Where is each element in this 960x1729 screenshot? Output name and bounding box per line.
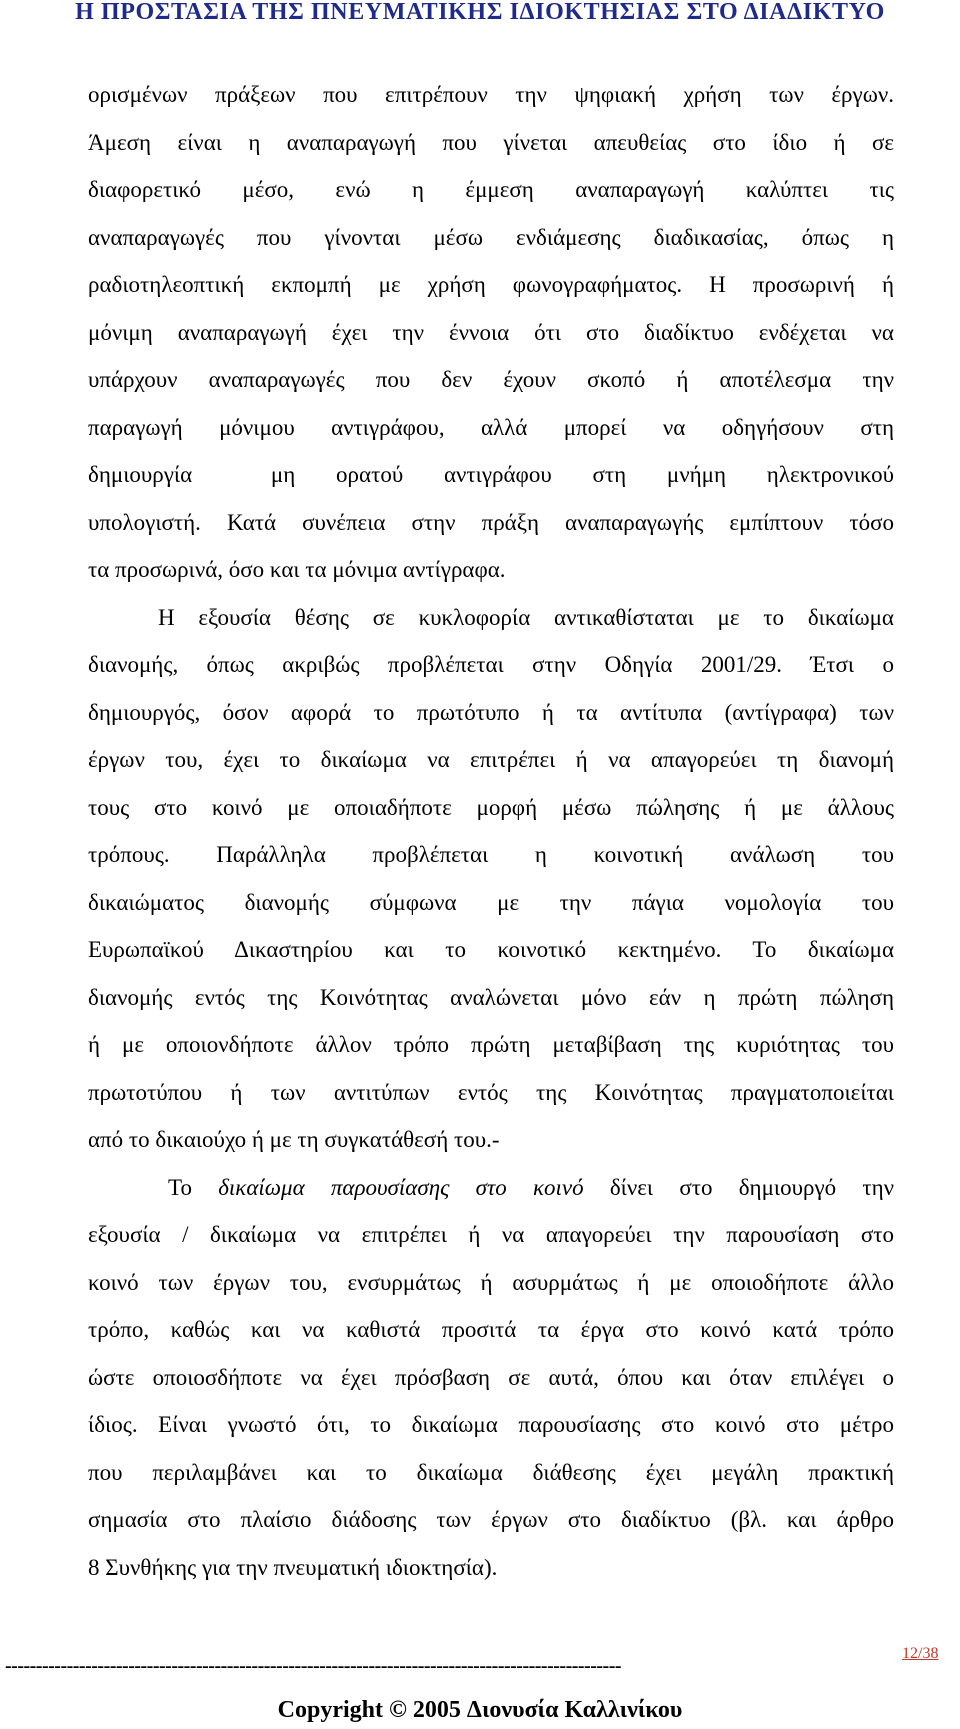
text-fragment: μη ορατού αντιγράφου στη μνήμη ηλεκτρονικού xyxy=(270,462,894,487)
text-line: τα προσωρινά, όσο και τα μόνιμα αντίγραφα. xyxy=(88,557,506,582)
text-line: ή με οποιονδήποτε άλλον τρόπο πρώτη μεταβίβαση της κυριότητας του xyxy=(88,1032,894,1057)
text-line: δημιουργός, όσον αφορά το πρωτότυπο ή τα αντίτυπα (αντίγραφα) των xyxy=(88,699,894,725)
text-line: διαφορετικό μέσο, ενώ η έμμεση αναπαραγωγή καλύπτει τις xyxy=(88,177,894,202)
text-line: τρόπο, καθώς και να καθιστά προσιτά τα έργα στο κοινό κατά τρόπο xyxy=(88,1317,894,1342)
text-line: που περιλαμβάνει και το δικαίωμα διάθεσης έχει μεγάλη πρακτική xyxy=(88,1459,894,1485)
text-line: διανομής, όπως ακριβώς προβλέπεται στην Οδηγία 2001/29. Έτσι ο xyxy=(88,652,894,677)
text-line: πρωτοτύπου ή των αντιτύπων εντός της Κοινότητας πραγματοποιείται xyxy=(88,1079,894,1105)
page-number: 12/38 xyxy=(902,1645,939,1662)
text-line: σημασία στο πλαίσιο διάδοσης των έργων στο διαδίκτυο (βλ. και άρθρο xyxy=(88,1507,894,1532)
footer-divider: ---------------------------------------------------------------------------------------------------- xyxy=(5,1660,622,1672)
text-line: εξουσία / δικαίωμα να επιτρέπει ή να απαγορεύει την παρουσίαση στο xyxy=(88,1222,894,1247)
text-line: μόνιμη αναπαραγωγή έχει την έννοια ότι στο διαδίκτυο ενδέχεται να xyxy=(88,319,894,345)
text-line: από το δικαιούχο ή με τη συγκατάθεσή του.- xyxy=(88,1127,500,1152)
text-line: αναπαραγωγές που γίνονται μέσω ενδιάμεσης διαδικασίας, όπως η xyxy=(88,224,894,250)
text-line: Η εξουσία θέσης σε κυκλοφορία αντικαθίσταται με το δικαίωμα xyxy=(158,604,894,630)
text-line xyxy=(88,1164,894,1212)
italic-term: δικαίωμα παρουσίασης στο κοινό xyxy=(218,1174,584,1200)
text-line: τους στο κοινό με οποιαδήποτε μορφή μέσω πώλησης ή με άλλους xyxy=(88,794,894,820)
text-line: Άμεση είναι η αναπαραγωγή που γίνεται απευθείας στο ίδιο ή σε xyxy=(88,129,894,155)
text-line: Ευρωπαϊκού Δικαστηρίου και το κοινοτικό κεκτημένο. Το δικαίωμα xyxy=(88,937,894,962)
running-header xyxy=(0,0,960,24)
text-line: έργων του, έχει το δικαίωμα να επιτρέπει ή να απαγορεύει τη διανομή xyxy=(88,747,894,772)
copyright-notice: Copyright © 2005 Διονυσία Καλλινίκου xyxy=(277,1697,683,1723)
text-line: παραγωγή μόνιμου αντιγράφου, αλλά μπορεί να οδηγήσουν στη xyxy=(88,414,894,440)
text-line: υπάρχουν αναπαραγωγές που δεν έχουν σκοπό ή αποτέλεσμα την xyxy=(88,367,894,392)
document-body xyxy=(88,71,894,1591)
text-fragment: δίνει στο δημιουργό την xyxy=(609,1174,895,1200)
text-line: διανομής εντός της Κοινότητας αναλώνεται μόνο εάν η πρώτη πώληση xyxy=(88,984,894,1010)
text-line: ίδιος. Είναι γνωστό ότι, το δικαίωμα παρουσίασης στο κοινό στο μέτρο xyxy=(88,1412,894,1437)
text-line: 8 Συνθήκης για την πνευματική ιδιοκτησία). xyxy=(88,1554,498,1580)
text-line: δικαιώματος διανομής σύμφωνα με την πάγια νομολογία του xyxy=(88,889,894,915)
text-fragment: δημιουργία xyxy=(88,462,193,487)
running-header-title: Η ΠΡΟΣΤΑΣΙΑ ΤΗΣ ΠΝΕΥΜΑΤΙΚΗΣ ΙΔΙΟΚΤΗΣΙΑΣ ΣΤΟ ΔΙΑΔΙΚΤΥΟ xyxy=(75,0,885,24)
text-line xyxy=(88,451,894,499)
text-line: υπολογιστή. Κατά συνέπεια στην πράξη αναπαραγωγής εμπίπτουν τόσο xyxy=(88,509,894,535)
text-line: ορισμένων πράξεων που επιτρέπουν την ψηφιακή χρήση των έργων. xyxy=(88,82,894,107)
text-line: ώστε οποιοσδήποτε να έχει πρόσβαση σε αυτά, όπου και όταν επιλέγει ο xyxy=(88,1364,894,1390)
text-fragment: Το xyxy=(168,1174,192,1200)
text-line: ραδιοτηλεοπτική εκπομπή με χρήση φωνογραφήματος. Η προσωρινή ή xyxy=(88,272,894,297)
text-line: κοινό των έργων του, ενσυρμάτως ή ασυρμάτως ή με οποιοδήποτε άλλο xyxy=(88,1269,894,1295)
text-line: τρόπους. Παράλληλα προβλέπεται η κοινοτική ανάλωση του xyxy=(88,842,894,867)
